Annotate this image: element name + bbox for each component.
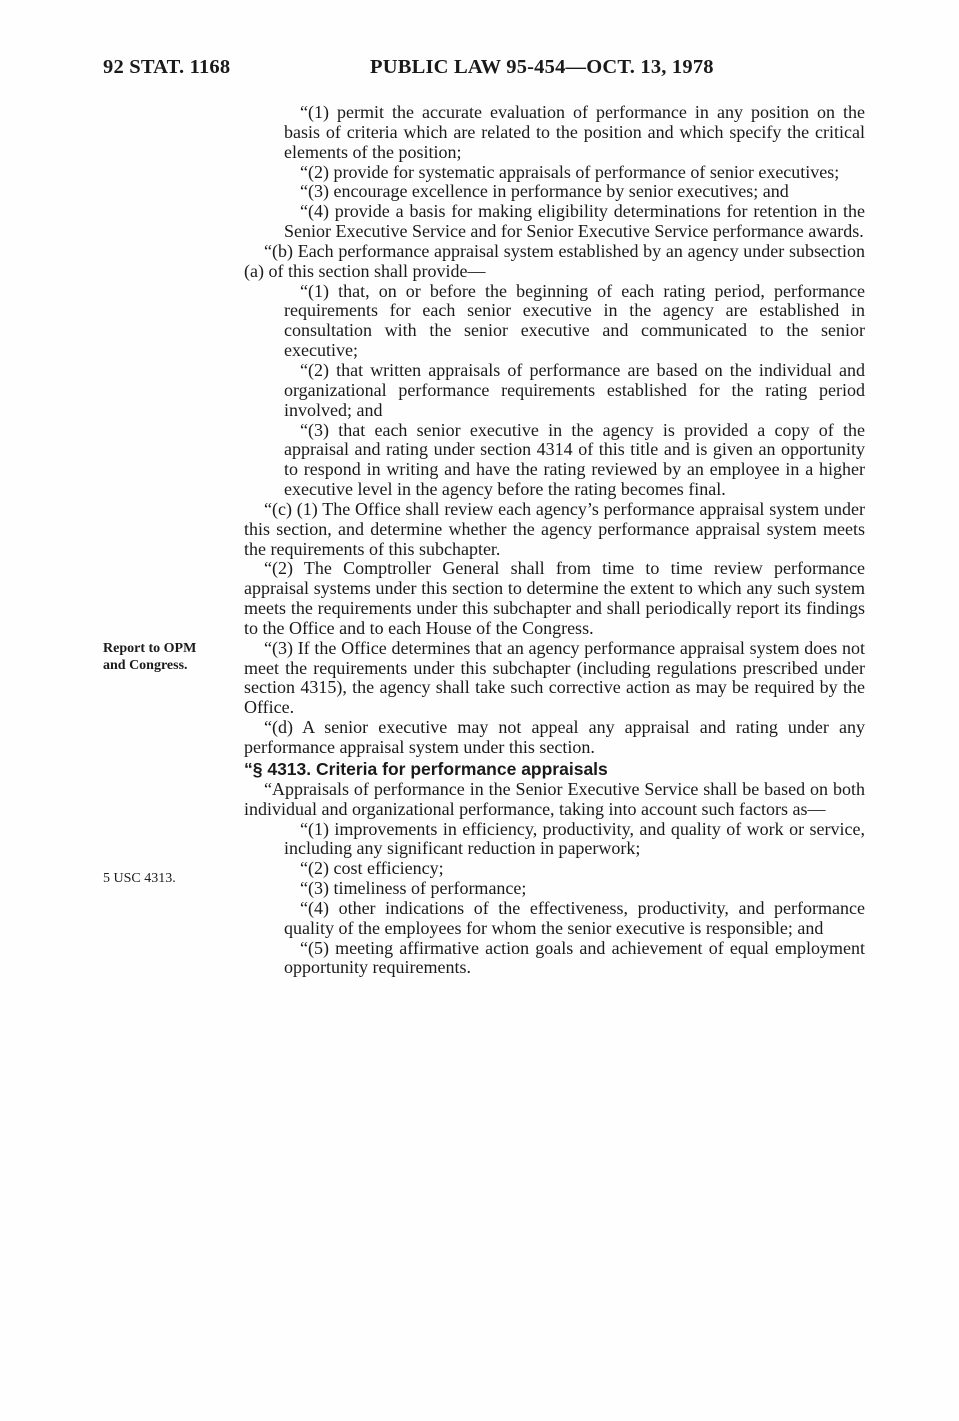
paragraph-4313-2: “(2) cost efficiency; (300, 858, 444, 879)
paragraph-b2: “(2) that written appraisals of performance are based on the individual and organizational performance requirements established for the rating period involved; and (284, 359, 865, 420)
paragraph-a3: “(3) encourage excellence in performance by senior executives; and (300, 181, 789, 202)
paragraph-c2: “(2) The Comptroller General shall from time to time review performance appraisal systems under this section to determine the extent to which any such system meets the requirements under this subchapter and shall periodically report its findings to the Office and to each House of the Congress. (244, 558, 865, 638)
paragraph-4313-5: “(5) meeting affirmative action goals and achievement of equal employment opportunity requirements. (284, 937, 865, 978)
margin-note-report-line1: Report to OPM (103, 641, 197, 656)
paragraph-b1: “(1) that, on or before the beginning of each rating period, performance requirements for each senior executive in the agency are established in consultation with the senior executive and communicated to the senior executive; (284, 280, 865, 361)
statute-page-citation: 92 STAT. 1168 (103, 56, 231, 78)
page-header (103, 56, 865, 84)
margin-note-report-line2: and Congress. (103, 658, 188, 673)
section-heading: “§ 4313. Criteria for performance appraisals (244, 758, 608, 779)
paragraph-a2: “(2) provide for systematic appraisals of performance of senior executives; (300, 161, 840, 182)
paragraph-a4: “(4) provide a basis for making eligibility determinations for retention in the Senior Executive Service and for Senior Executive Service performance awards. (284, 201, 865, 242)
public-law-title: PUBLIC LAW 95-454—OCT. 13, 1978 (370, 56, 714, 78)
paragraph-4313-4: “(4) other indications of the effectiveness, productivity, and performance quality of the employees for whom the senior executive is responsible; and (284, 897, 865, 938)
paragraph-b3: “(3) that each senior executive in the agency is provided a copy of the appraisal and rating under section 4314 of this title and is given an opportunity to respond in writing and have the rating reviewed by an employee in a higher executive level in the agency before the rating becomes final. (284, 419, 865, 500)
paragraph-b: “(b) Each performance appraisal system established by an agency under subsection (a) of this section shall provide— (244, 240, 865, 281)
paragraph-c1: “(c) (1) The Office shall review each agency’s performance appraisal system under this section, and determine whether the agency performance appraisal system meets the requirements of this subchapter. (244, 498, 865, 559)
paragraph-c3: “(3) If the Office determines that an agency performance appraisal system does not meet the requirements under this subchapter (including regulations prescribed under section 4315), the agency shall take such corrective action as may be required by the Office. (244, 637, 865, 718)
margin-note-report (103, 640, 196, 674)
paragraph-4313-3: “(3) timeliness of performance; (300, 878, 527, 899)
paragraph-4313-1: “(1) improvements in efficiency, productivity, and quality of work or service, including any significant reduction in paperwork; (284, 818, 865, 859)
paragraph-d: “(d) A senior executive may not appeal any appraisal and rating under any performance appraisal system under this section. (244, 717, 865, 757)
paragraph-a1: “(1) permit the accurate evaluation of performance in any position on the basis of criteria which are related to the position and which specify the critical elements of the position; (284, 102, 865, 162)
paragraph-4313-intro: “Appraisals of performance in the Senior Executive Service shall be based on both individual and organizational performance, taking into account such factors as— (244, 778, 865, 819)
margin-note-usc: 5 USC 4313. (103, 871, 176, 886)
body-text (244, 103, 865, 978)
